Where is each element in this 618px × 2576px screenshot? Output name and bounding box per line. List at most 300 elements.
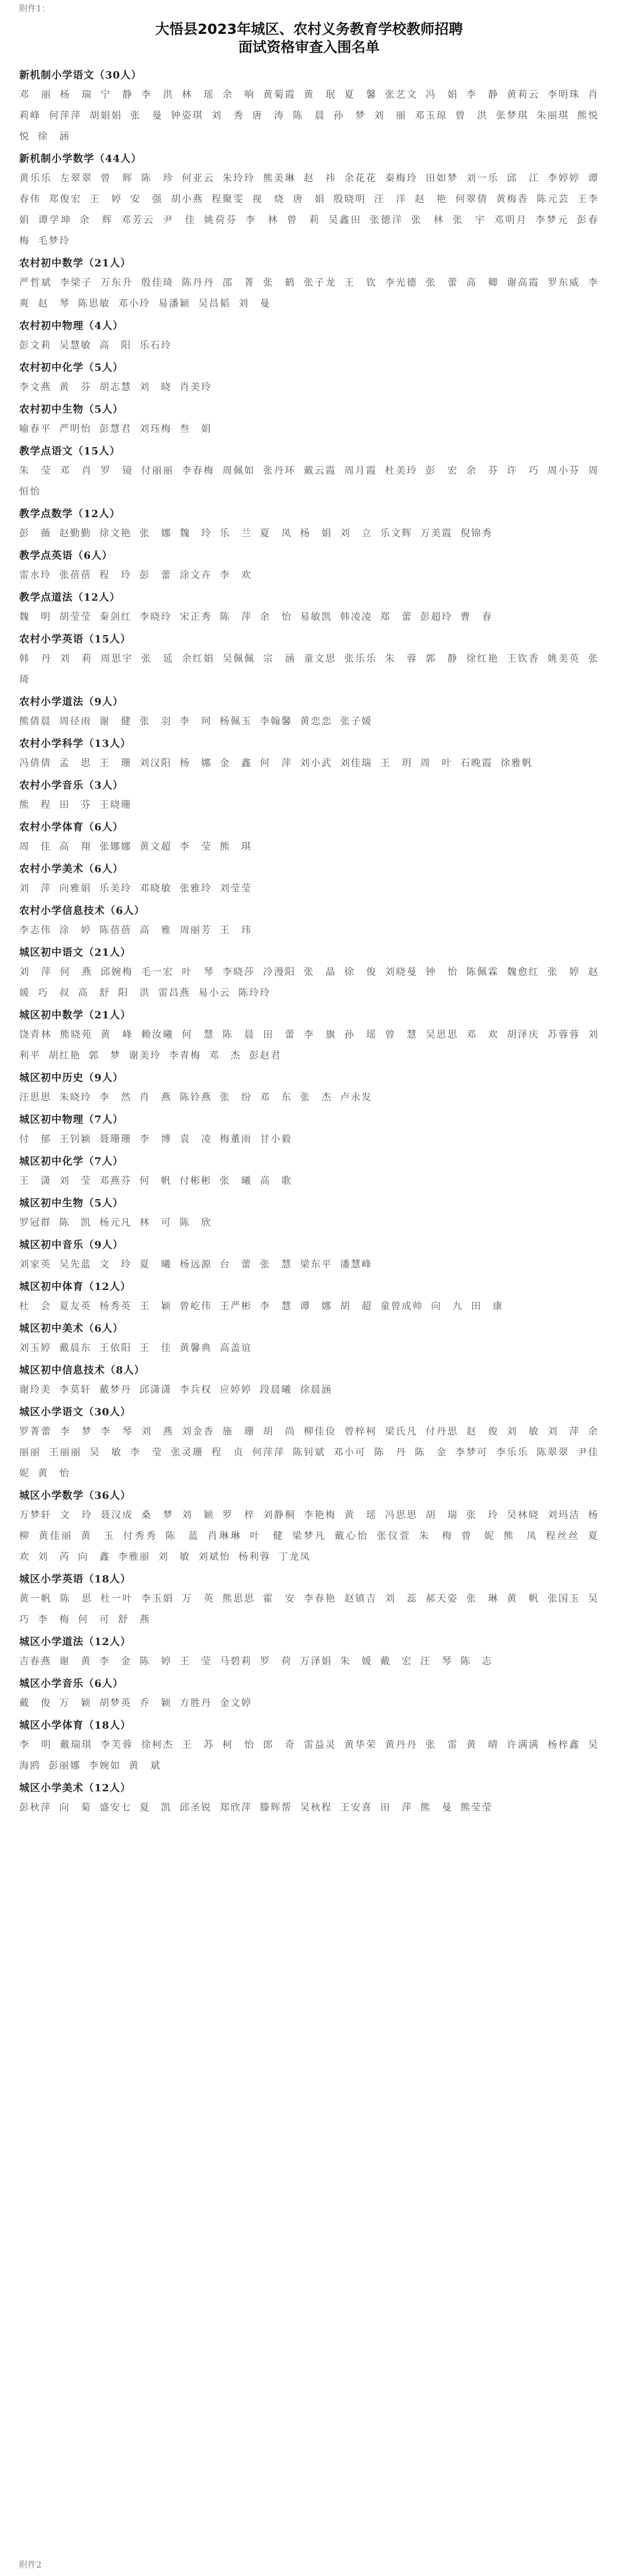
candidate-name: 夏 欢 [19,1530,610,1563]
section [19,631,610,690]
candidate-name: 李莫轩 [59,1384,92,1396]
candidate-name: 吴林晓 [507,1510,540,1521]
candidate-name: 李 慧 [260,1301,292,1312]
candidate-name: 舒 燕 [118,1614,150,1625]
candidate-name: 何翠倩 [455,194,488,205]
candidate-name: 吴昌韬 [198,298,230,309]
candidate-name: 张 曼 [130,110,163,121]
candidate-name: 余丽丽 [19,1426,599,1458]
candidate-name: 王 颖 [140,1301,172,1312]
candidate-name: 李 金 [99,1656,132,1667]
candidate-name: 袁 凌 [180,1134,212,1145]
candidate-name: 韩凌凌 [340,611,372,623]
candidate-name: 王 珊 [99,758,132,769]
candidate-name: 赵 琴 [38,298,70,309]
candidate-name: 段晨曦 [260,1384,292,1396]
candidate-name: 熊思思 [222,1593,255,1604]
candidate-name: 钟 怡 [425,966,459,978]
candidate-name: 姚荷芬 [204,215,238,226]
candidate-name: 杜一叶 [100,1593,133,1604]
candidate-name: 李晓玲 [140,611,172,623]
candidate-name: 邵 菁 [222,277,255,288]
candidate-name: 刘静桐 [263,1510,296,1521]
candidate-name: 张 林 [411,215,445,226]
candidate-name: 唐 娟 [293,194,326,205]
candidate-name: 易潘颖 [158,298,190,309]
candidate-name: 巧 叔 [38,987,70,999]
candidate-name: 朱 蓉 [385,653,418,664]
candidate-name: 黄梅香 [495,194,529,205]
section-title: 城区初中体育（12人） [19,1281,132,1293]
candidate-name: 王 佳 [140,1342,172,1354]
candidate-name: 陈丹丹 [181,277,215,288]
candidate-name: 李 博 [140,1134,172,1145]
section [19,1362,599,1401]
candidate-name: 刘 立 [340,528,372,539]
candidate-name: 刘 秀 [211,110,245,121]
candidate-name: 王 玥 [380,758,412,769]
candidate-name: 涂 婷 [59,925,92,936]
candidate-name: 吴先蓝 [59,1259,92,1270]
candidate-name: 刘斌怡 [198,1551,230,1563]
candidate-name: 谭学坤 [38,215,72,226]
candidate-name: 黄佳丽 [38,1530,73,1542]
candidate-name: 张乐乐 [344,653,377,664]
section-title: 农村小学道法（9人） [19,696,124,708]
candidate-name: 曾屹伟 [180,1301,212,1312]
candidate-name: 戴瑞琪 [59,1739,93,1751]
candidate-name: 何萍萍 [49,110,82,121]
candidate-name: 程丝丝 [546,1530,581,1542]
candidate-name: 郑 蕾 [380,611,412,623]
candidate-name: 许满满 [507,1739,540,1751]
section-title: 教学点英语（6人） [19,550,113,562]
section [19,1717,599,1777]
candidate-name: 黄 芬 [59,382,92,393]
candidate-name: 陈 凯 [59,1217,92,1228]
candidate-name: 刘金香 [181,1426,215,1437]
section-title: 城区小学音乐（6人） [19,1678,124,1690]
candidate-name: 苏蓉蓉 [547,1029,581,1040]
candidate-name: 陈 金 [415,1447,447,1458]
candidate-name: 胡志慧 [99,382,132,393]
candidate-name: 付丹思 [425,1426,459,1437]
candidate-name: 张 蕾 [425,277,459,288]
candidate-name: 王安喜 [340,1802,372,1813]
candidate-name: 聂珊珊 [99,1134,132,1145]
candidate-name: 刘 敏 [158,1551,190,1563]
candidate-name: 严哲斌 [19,277,52,288]
candidate-name: 易小云 [198,987,230,999]
candidate-name: 杨 瑞 [59,89,93,100]
candidate-name: 张 慧 [260,1259,292,1270]
candidate-name: 陈 婷 [140,1656,172,1667]
section-title: 城区小学语文（30人） [19,1406,132,1418]
candidate-name: 向 鑫 [78,1551,110,1563]
candidate-name: 李光德 [385,277,418,288]
candidate-name: 王晓珊 [99,799,132,811]
candidate-name: 方胜丹 [180,1698,212,1709]
candidate-name: 杜 会 [19,1301,51,1312]
name-list [19,962,610,1004]
candidate-name: 严明怡 [59,423,92,435]
candidate-name: 周丽芳 [180,925,212,936]
candidate-name: 肖琳琳 [207,1530,242,1542]
document-title-line-2: 面试资格审查入围名单 [238,39,380,55]
candidate-name: 戴 宏 [380,1656,412,1667]
candidate-name: 黄一帆 [19,1593,52,1604]
candidate-name: 郑欣萍 [220,1802,252,1813]
candidate-name: 罗东威 [547,277,581,288]
candidate-name: 黄 珉 [303,89,337,100]
candidate-name: 王李娟 [19,194,599,226]
candidate-name: 戴云霞 [303,465,337,476]
candidate-name: 王 苏 [181,1739,215,1751]
candidate-name: 向 九 [431,1301,463,1312]
candidate-name: 徐 俊 [344,966,377,978]
candidate-name: 李兵权 [180,1384,212,1396]
candidate-name: 张丹环 [263,465,296,476]
candidate-name: 林 瑶 [181,89,215,100]
candidate-name: 胡 尚 [263,1426,296,1437]
candidate-name: 周 佳 [19,841,51,852]
section [19,401,599,440]
candidate-name: 胡莹莹 [59,611,92,623]
candidate-name: 刘 萍 [547,1426,581,1437]
name-list [19,419,599,440]
candidate-name: 夏 馨 [344,89,377,100]
candidate-name: 乐美玲 [99,883,132,894]
candidate-name: 张 鹤 [263,277,296,288]
candidate-name: 刘一乐 [466,173,499,184]
candidate-name: 万泽娟 [300,1656,332,1667]
candidate-name: 余红娟 [181,653,215,664]
section-title: 农村小学英语（15人） [19,633,132,645]
candidate-name: 戴心怡 [334,1530,369,1542]
candidate-name: 霍 安 [263,1593,296,1604]
candidate-name: 何 燕 [59,966,93,978]
name-list [19,1797,599,1818]
candidate-name: 胡泽庆 [507,1029,540,1040]
candidate-name: 刘珏梅 [140,423,172,435]
candidate-name: 金 鑫 [220,758,252,769]
section-title: 农村初中生物（5人） [19,404,124,416]
candidate-name: 谢美玲 [129,1050,161,1061]
candidate-name: 刘晓曼 [385,966,418,978]
candidate-name: 朱丽琪 [536,110,569,121]
candidate-name: 倪锦秀 [460,528,493,539]
candidate-name: 张 雷 [425,1739,459,1751]
candidate-name: 陈 欣 [180,1217,212,1228]
candidate-name: 桑 梦 [141,1510,174,1521]
section-title: 新机制小学语文（30人） [19,69,142,81]
candidate-name: 熊倩晨 [19,716,51,727]
candidate-name: 邱潇潇 [140,1384,172,1396]
candidate-name: 李翰馨 [260,716,292,727]
candidate-name: 高盖谊 [220,1342,252,1354]
candidate-name: 李 珂 [180,716,212,727]
candidate-name: 乔 颖 [140,1698,172,1709]
candidate-name: 李明珠 [547,89,581,100]
candidate-name: 徐文艳 [99,528,132,539]
candidate-name: 肖 燕 [140,1092,172,1103]
name-list [19,711,599,732]
candidate-name: 彭超玲 [420,611,452,623]
candidate-name: 黄莉云 [507,89,540,100]
candidate-name: 谭 娜 [300,1301,332,1312]
candidate-name: 杨元凡 [99,1217,132,1228]
candidate-name: 夏 凯 [140,1802,172,1813]
name-list [19,1422,599,1484]
candidate-name: 毛梦玲 [38,235,70,247]
candidate-name: 赵勤勤 [59,528,92,539]
candidate-name: 朱 梅 [419,1530,454,1542]
candidate-name: 彭 薇 [19,528,51,539]
candidate-name: 乐文辉 [380,528,412,539]
candidate-name: 熊莹莹 [460,1802,493,1813]
candidate-name: 邓 东 [260,1092,292,1103]
section-title: 农村小学信息技术（6人） [19,905,145,917]
candidate-name: 曾 辉 [100,173,133,184]
candidate-name: 刘 晓 [140,382,172,393]
candidate-name: 谢玲美 [19,1384,51,1396]
candidate-name: 周佩如 [222,465,255,476]
candidate-name: 万美霞 [420,528,452,539]
candidate-name: 曾 慧 [385,1029,418,1040]
candidate-name: 魏 玲 [180,528,212,539]
candidate-name: 叶 健 [250,1530,285,1542]
candidate-name: 黄 玉 [81,1530,115,1542]
section [19,1153,599,1192]
candidate-name: 李 梅 [38,1614,70,1625]
candidate-name: 付秀秀 [123,1530,158,1542]
candidate-name: 胡娟娟 [89,110,123,121]
candidate-name: 余 怡 [260,611,292,623]
section [19,1779,599,1818]
candidate-name: 谢 健 [99,716,132,727]
candidate-name: 余花花 [344,173,377,184]
candidate-name: 罗 梓 [222,1510,255,1521]
candidate-name: 彭文莉 [19,340,51,351]
section-title: 城区小学英语（18人） [19,1573,132,1585]
candidate-name: 彭赵君 [249,1050,281,1061]
candidate-name: 乐 兰 [220,528,252,539]
candidate-name: 李 林 [245,215,279,226]
candidate-name: 陈玲玲 [238,987,271,999]
candidate-name: 林 可 [140,1217,172,1228]
name-list [19,377,599,398]
candidate-name: 孟 思 [59,758,92,769]
candidate-name: 何 慧 [181,1029,215,1040]
candidate-name: 谭春伟 [19,173,599,205]
candidate-name: 王丽丽 [49,1447,82,1458]
candidate-name: 刘 萍 [19,883,51,894]
candidate-name: 王 婷 [89,194,123,205]
candidate-name: 邓 肖 [59,465,93,476]
candidate-name: 李乐乐 [495,1447,529,1458]
candidate-name: 吴慧敏 [59,340,92,351]
candidate-name: 刘玉婷 [19,1342,51,1354]
candidate-name: 刘 丽 [374,110,407,121]
candidate-name: 戴梦丹 [99,1384,132,1396]
candidate-name: 黄菊霞 [263,89,296,100]
candidate-name: 陈 萍 [220,611,252,623]
candidate-name: 冷漫阳 [263,966,296,978]
section [19,860,599,899]
candidate-name: 应婷婷 [220,1384,252,1396]
section [19,1195,599,1234]
candidate-name: 黄华荣 [344,1739,377,1751]
candidate-name: 宁 静 [100,89,133,100]
candidate-name: 黄 帆 [507,1593,540,1604]
candidate-name: 陈铃燕 [180,1092,212,1103]
candidate-name: 彭慧君 [99,423,132,435]
section-title: 城区小学数学（36人） [19,1490,132,1502]
section [19,819,599,858]
candidate-name: 李 明 [19,1739,52,1751]
candidate-name: 黄 怡 [38,1468,70,1479]
candidate-name: 李婉如 [89,1760,121,1772]
section [19,1278,599,1317]
candidate-name: 余 响 [222,89,255,100]
candidate-name: 李玉娟 [141,1593,174,1604]
candidate-name: 陈 志 [460,1656,493,1667]
candidate-name: 夏 凤 [260,528,292,539]
candidate-name: 余 芬 [466,465,499,476]
candidate-name: 万 英 [181,1593,215,1604]
candidate-name: 王 钦 [344,277,377,288]
candidate-name: 冯思思 [385,1510,418,1521]
candidate-name: 邱 江 [507,173,540,184]
candidate-name: 赵 艳 [415,194,447,205]
candidate-name: 郭 梦 [89,1050,121,1061]
candidate-name: 周恒怡 [19,465,599,497]
name-list [19,1338,599,1359]
candidate-name: 杨 娜 [180,758,212,769]
section [19,944,610,1004]
candidate-name: 张蓓蓓 [59,570,92,581]
candidate-name: 邓燕芬 [99,1175,132,1187]
candidate-name: 朱 媛 [340,1656,372,1667]
section-title: 城区小学美术（12人） [19,1782,132,1794]
section [19,1403,599,1484]
candidate-name: 彭丽娜 [49,1760,81,1772]
candidate-name: 李雅丽 [118,1551,150,1563]
candidate-name: 施 珊 [222,1426,255,1437]
candidate-name: 王 潇 [19,1175,51,1187]
candidate-name: 张子媛 [340,716,372,727]
name-list [19,1171,599,1192]
name-list [19,753,599,774]
candidate-name: 黄馨典 [180,1342,212,1354]
candidate-name: 李青梅 [169,1050,201,1061]
candidate-name: 李 爽 [19,277,610,309]
section-title: 城区小学体育（18人） [19,1720,132,1731]
candidate-name: 徐红艳 [466,653,499,664]
candidate-name: 罗 荷 [260,1656,292,1667]
candidate-name: 陈 丹 [374,1447,407,1458]
candidate-name: 高 卿 [466,277,499,288]
candidate-name: 刘 敏 [507,1426,540,1437]
candidate-name: 邓 欢 [466,1029,499,1040]
candidate-name: 韩 丹 [19,653,52,664]
section [19,547,599,586]
candidate-name: 李春艳 [303,1593,337,1604]
candidate-name: 陈 思 [59,1593,93,1604]
candidate-name: 高 歌 [260,1175,292,1187]
section-title: 农村初中数学（21人） [19,257,132,269]
name-list [19,1025,599,1066]
candidate-name: 滕辉帮 [260,1802,292,1813]
section [19,505,599,544]
candidate-name: 高 翔 [59,841,92,852]
candidate-name: 张 娜 [140,528,172,539]
candidate-name: 何 可 [78,1614,110,1625]
candidate-name: 熊 程 [19,799,51,811]
candidate-name: 王 玮 [220,925,252,936]
candidate-name: 马碧莉 [220,1656,252,1667]
section-title: 城区初中物理（7人） [19,1114,124,1126]
candidate-name: 乐石玲 [140,340,172,351]
candidate-name: 彭秋萍 [19,1802,51,1813]
candidate-name: 曾 莉 [286,215,321,226]
candidate-name: 刘 颖 [181,1510,215,1521]
candidate-name: 陈思敏 [78,298,110,309]
candidate-name: 吴 巧 [19,1593,610,1625]
candidate-name: 杨 娟 [300,528,332,539]
candidate-name: 邱婉梅 [100,966,133,978]
candidate-name: 赵 俊 [466,1426,499,1437]
name-list [19,1129,599,1150]
candidate-name: 汪思思 [19,1092,51,1103]
name-list [19,1735,599,1777]
document-title-line-1: 大悟县2023年城区、农村义务教育学校教师招聘 [155,21,463,37]
candidate-name: 张 婷 [547,966,581,978]
candidate-name: 尹佳妮 [19,1447,599,1479]
candidate-name: 万东升 [100,277,133,288]
candidate-name: 胡小燕 [171,194,204,205]
candidate-name: 曾 妮 [461,1530,496,1542]
candidate-name: 尹 佳 [162,215,197,226]
section-title: 城区初中美术（6人） [19,1323,124,1335]
candidate-name: 王 莹 [180,1656,212,1667]
candidate-name: 陈佩霖 [466,966,499,978]
candidate-name: 朱 莹 [19,465,52,476]
candidate-name: 陈 晨 [222,1029,255,1040]
candidate-name: 杨 柳 [19,1510,610,1542]
candidate-name: 梅董雨 [220,1134,252,1145]
section-title: 农村小学美术（6人） [19,863,124,875]
candidate-name: 李 莹 [180,841,212,852]
candidate-name: 熊悦悦 [19,110,599,142]
candidate-name: 盛安七 [99,1802,132,1813]
candidate-name: 梁梦凡 [292,1530,327,1542]
candidate-name: 付丽丽 [141,465,174,476]
section [19,1236,599,1275]
section-title: 城区小学道法（12人） [19,1636,132,1648]
candidate-name: 陈钊斌 [293,1447,326,1458]
name-list [19,461,599,502]
name-list [19,85,599,147]
candidate-name: 杨利蓉 [238,1551,271,1563]
candidate-name: 刘玛洁 [547,1510,581,1521]
candidate-name: 卢永发 [340,1092,372,1103]
candidate-name: 吴海鸥 [19,1739,599,1772]
section [19,1633,599,1672]
name-list [19,920,599,941]
candidate-name: 邓明月 [494,215,528,226]
candidate-name: 李梦元 [535,215,569,226]
